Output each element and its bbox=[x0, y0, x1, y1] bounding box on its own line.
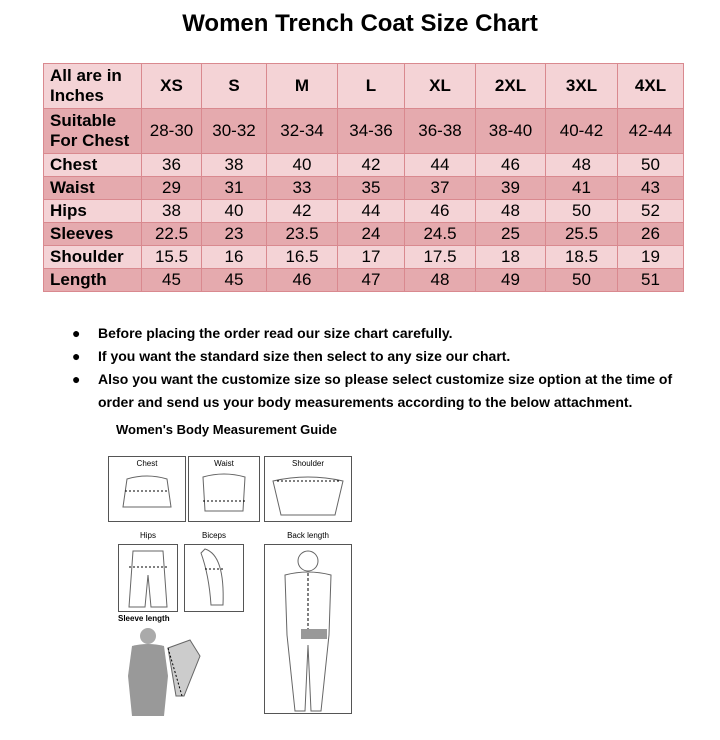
table-cell: 32-34 bbox=[267, 109, 338, 154]
hips-illustration bbox=[119, 545, 177, 611]
table-cell: 16.5 bbox=[267, 246, 338, 269]
table-cell: 17 bbox=[338, 246, 405, 269]
size-header: L bbox=[338, 64, 405, 109]
table-cell: 34-36 bbox=[338, 109, 405, 154]
chest-panel bbox=[108, 456, 186, 522]
instruction-list bbox=[70, 322, 690, 414]
sleeve-length-panel bbox=[108, 614, 192, 722]
table-cell: 42 bbox=[338, 154, 405, 177]
biceps-label: Biceps bbox=[201, 531, 226, 540]
row-label: Length bbox=[44, 269, 142, 292]
table-cell: 43 bbox=[618, 177, 684, 200]
table-cell: 37 bbox=[405, 177, 476, 200]
table-cell: 28-30 bbox=[142, 109, 202, 154]
table-cell: 25 bbox=[476, 223, 546, 246]
table-cell: 36 bbox=[142, 154, 202, 177]
table-cell: 24 bbox=[338, 223, 405, 246]
list-item bbox=[70, 345, 690, 368]
table-cell: 44 bbox=[405, 154, 476, 177]
list-item bbox=[70, 322, 690, 345]
table-cell: 24.5 bbox=[405, 223, 476, 246]
size-header: 3XL bbox=[546, 64, 618, 109]
table-cell: 42 bbox=[267, 200, 338, 223]
table-cell: 17.5 bbox=[405, 246, 476, 269]
table-row bbox=[44, 154, 684, 177]
table-cell: 25.5 bbox=[546, 223, 618, 246]
table-cell: 33 bbox=[267, 177, 338, 200]
table-cell: 35 bbox=[338, 177, 405, 200]
bullet-icon: ● bbox=[72, 371, 81, 387]
page-title: Women Trench Coat Size Chart bbox=[182, 10, 538, 37]
table-cell: 38 bbox=[142, 200, 202, 223]
row-label: Waist bbox=[44, 177, 142, 200]
row-label: Chest bbox=[44, 154, 142, 177]
table-row bbox=[44, 223, 684, 246]
guide-title: Women's Body Measurement Guide bbox=[116, 422, 338, 437]
row-label: Shoulder bbox=[44, 246, 142, 269]
table-cell: 40 bbox=[267, 154, 338, 177]
table-cell: 48 bbox=[405, 269, 476, 292]
table-cell: 41 bbox=[546, 177, 618, 200]
table-cell: 45 bbox=[142, 269, 202, 292]
table-cell: 48 bbox=[476, 200, 546, 223]
table-row bbox=[44, 200, 684, 223]
chest-label: Chest bbox=[136, 459, 158, 468]
table-cell: 45 bbox=[202, 269, 267, 292]
table-cell: 18 bbox=[476, 246, 546, 269]
table-cell: 46 bbox=[267, 269, 338, 292]
table-cell: 49 bbox=[476, 269, 546, 292]
table-row bbox=[44, 246, 684, 269]
back-length-panel bbox=[264, 531, 352, 714]
sleeve-length-illustration bbox=[108, 626, 208, 722]
hips-label: Hips bbox=[139, 531, 156, 540]
table-cell: 38-40 bbox=[476, 109, 546, 154]
waist-panel bbox=[188, 456, 260, 522]
biceps-panel bbox=[184, 531, 244, 612]
table-cell: 36-38 bbox=[405, 109, 476, 154]
row-label: Suitable For Chest bbox=[44, 109, 142, 154]
table-cell: 23 bbox=[202, 223, 267, 246]
table-cell: 40 bbox=[202, 200, 267, 223]
table-cell: 50 bbox=[546, 269, 618, 292]
size-header: XL bbox=[405, 64, 476, 109]
hips-panel bbox=[118, 531, 178, 612]
size-header: 2XL bbox=[476, 64, 546, 109]
size-header: M bbox=[267, 64, 338, 109]
table-row bbox=[44, 109, 684, 154]
shoulder-panel bbox=[264, 456, 352, 522]
bullet-icon: ● bbox=[72, 348, 81, 364]
size-header: XS bbox=[142, 64, 202, 109]
note-text: If you want the standard size then select to any size our chart. bbox=[98, 348, 511, 364]
table-cell: 23.5 bbox=[267, 223, 338, 246]
biceps-illustration bbox=[185, 545, 243, 611]
bullet-icon: ● bbox=[72, 325, 81, 341]
back-length-label: Back length bbox=[287, 531, 329, 540]
table-cell: 44 bbox=[338, 200, 405, 223]
size-header: S bbox=[202, 64, 267, 109]
table-cell: 31 bbox=[202, 177, 267, 200]
table-cell: 39 bbox=[476, 177, 546, 200]
sleeve-length-label: Sleeve length bbox=[118, 614, 170, 623]
size-chart-table bbox=[43, 63, 684, 292]
table-cell: 38 bbox=[202, 154, 267, 177]
back-length-illustration bbox=[265, 545, 351, 713]
row-label: Hips bbox=[44, 200, 142, 223]
table-cell: 18.5 bbox=[546, 246, 618, 269]
table-cell: 29 bbox=[142, 177, 202, 200]
table-cell: 30-32 bbox=[202, 109, 267, 154]
measurement-guide bbox=[108, 422, 378, 722]
table-cell: 16 bbox=[202, 246, 267, 269]
table-cell: 40-42 bbox=[546, 109, 618, 154]
note-text: Before placing the order read our size chart carefully. bbox=[98, 325, 453, 341]
size-header: 4XL bbox=[618, 64, 684, 109]
table-cell: 15.5 bbox=[142, 246, 202, 269]
header-label-cell: All are in Inches bbox=[44, 64, 142, 109]
table-header-row bbox=[44, 64, 684, 109]
shoulder-label: Shoulder bbox=[291, 459, 325, 468]
table-cell: 46 bbox=[405, 200, 476, 223]
list-item bbox=[70, 368, 690, 414]
table-row bbox=[44, 269, 684, 292]
table-cell: 42-44 bbox=[618, 109, 684, 154]
table-cell: 52 bbox=[618, 200, 684, 223]
table-cell: 51 bbox=[618, 269, 684, 292]
table-cell: 50 bbox=[546, 200, 618, 223]
table-cell: 26 bbox=[618, 223, 684, 246]
note-text: Also you want the customize size so please select customize size option at the time of order and send us your body measurements according to the below attachment. bbox=[98, 371, 673, 410]
table-cell: 48 bbox=[546, 154, 618, 177]
table-cell: 47 bbox=[338, 269, 405, 292]
table-cell: 46 bbox=[476, 154, 546, 177]
table-row bbox=[44, 177, 684, 200]
row-label: Sleeves bbox=[44, 223, 142, 246]
table-cell: 50 bbox=[618, 154, 684, 177]
waist-label: Waist bbox=[214, 459, 234, 468]
table-cell: 19 bbox=[618, 246, 684, 269]
table-cell: 22.5 bbox=[142, 223, 202, 246]
